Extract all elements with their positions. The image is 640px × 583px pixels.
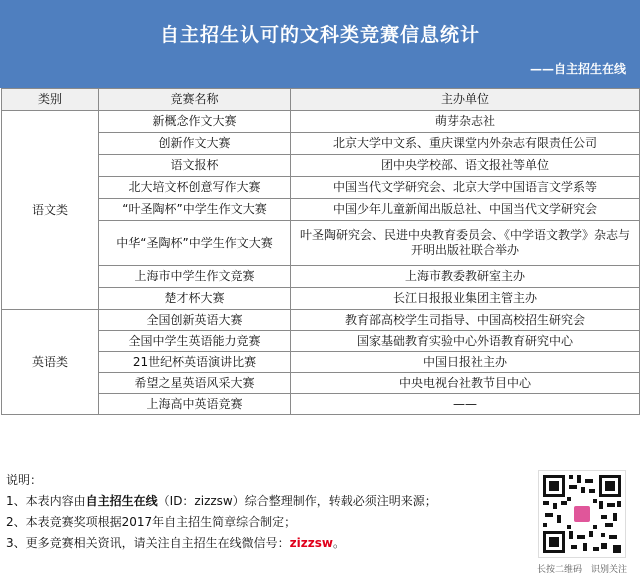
- competition-name: 北大培文杯创意写作大赛: [99, 177, 291, 199]
- note-3-end: 。: [332, 536, 345, 550]
- competition-name: 新概念作文大赛: [99, 111, 291, 133]
- qr-code[interactable]: [538, 470, 626, 558]
- competition-name: 全国创新英语大赛: [99, 310, 291, 331]
- competition-name: 全国中学生英语能力竞赛: [99, 331, 291, 352]
- notes-heading: 说明：: [6, 473, 43, 487]
- wechat-id: zizzsw: [289, 536, 333, 550]
- table-row: [2, 310, 640, 331]
- competition-table: [1, 88, 640, 415]
- table-header-row: [2, 89, 640, 111]
- qr-center-logo: [574, 506, 590, 522]
- organizer: 萌芽杂志社: [291, 111, 640, 133]
- note-line-1: [6, 491, 526, 512]
- notes-section: [6, 470, 526, 554]
- header-organizer: 主办单位: [291, 89, 640, 111]
- competition-name: “叶圣陶杯”中学生作文大赛: [99, 199, 291, 221]
- brand-name: 自主招生在线: [85, 494, 158, 508]
- title-banner: [0, 0, 640, 88]
- organizer: 长江日报报业集团主管主办: [291, 288, 640, 310]
- organizer: 北京大学中文系、重庆课堂内外杂志有限责任公司: [291, 133, 640, 155]
- note-1-prefix: 1、本表内容由: [6, 494, 86, 508]
- competition-name: 楚才杯大赛: [99, 288, 291, 310]
- qr-caption: 长按二维码 识别关注: [536, 565, 627, 575]
- organizer: 团中央学校部、语文报社等单位: [291, 155, 640, 177]
- page-title: 自主招生认可的文科类竞赛信息统计: [159, 24, 480, 46]
- category-chinese: 语文类: [2, 111, 99, 310]
- organizer: 中国当代文学研究会、北京大学中国语言文学系等: [291, 177, 640, 199]
- note-3-prefix: 3、更多竞赛相关资讯，请关注自主招生在线微信号：: [6, 536, 290, 550]
- category-english: 英语类: [2, 310, 99, 415]
- organizer: 叶圣陶研究会、民进中央教育委员会、《中学语文教学》杂志与开明出版社联合举办: [291, 221, 640, 266]
- competition-name: 语文报杯: [99, 155, 291, 177]
- organizer: ——: [291, 394, 640, 415]
- organizer: 中国日报社主办: [291, 352, 640, 373]
- organizer: 教育部高校学生司指导、中国高校招生研究会: [291, 310, 640, 331]
- competition-name: 希望之星英语风采大赛: [99, 373, 291, 394]
- competition-name: 创新作文大赛: [99, 133, 291, 155]
- qr-code-icon: [539, 471, 625, 557]
- organizer: 中国少年儿童新闻出版总社、中国当代文学研究会: [291, 199, 640, 221]
- table-row: [2, 111, 640, 133]
- organizer: 上海市教委教研室主办: [291, 266, 640, 288]
- organizer: 国家基础教育实验中心外语教育研究中心: [291, 331, 640, 352]
- competition-name: 中华“圣陶杯”中学生作文大赛: [99, 221, 291, 266]
- competition-name: 21世纪杯英语演讲比赛: [99, 352, 291, 373]
- note-line-3: [6, 533, 526, 554]
- competition-name: 上海高中英语竞赛: [99, 394, 291, 415]
- header-name: 竞赛名称: [99, 89, 291, 111]
- note-line-2: 2、本表竞赛奖项根据2017年自主招生简章综合制定；: [6, 515, 297, 529]
- competition-name: 上海市中学生作文竞赛: [99, 266, 291, 288]
- organizer: 中央电视台社教节目中心: [291, 373, 640, 394]
- note-1-suffix: （ID：zizzsw）综合整理制作，转载必须注明来源；: [157, 494, 437, 508]
- header-category: 类别: [2, 89, 99, 111]
- source-credit: ——自主招生在线: [529, 62, 626, 76]
